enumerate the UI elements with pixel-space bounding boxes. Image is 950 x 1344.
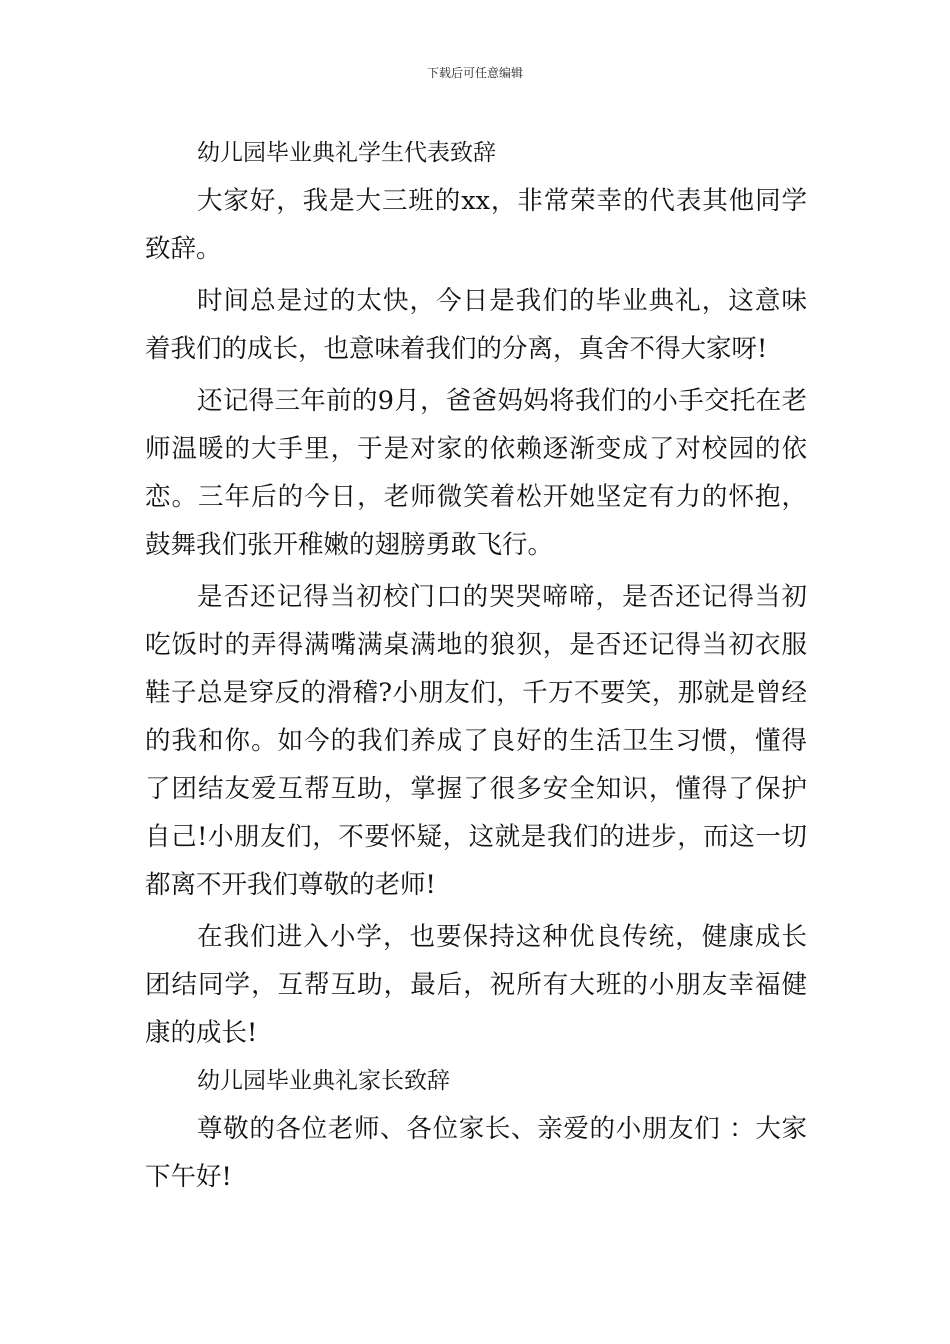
paragraph-time: 时间总是过的太快，今日是我们的毕业典礼，这意味着我们的成长，也意味着我们的分离，真舍不得大家呀! [145,286,807,364]
heading-student-speech: 幼儿园毕业典礼学生代表致辞 [197,140,496,166]
heading-parent-speech: 幼儿园毕业典礼家长致辞 [197,1068,450,1094]
paragraph-parent-greeting: 尊敬的各位老师、各位家长、亲爱的小朋友们 ：大家下午好! [145,1114,807,1192]
paragraph-wishes: 在我们进入小学，也要保持这种优良传统，健康成长团结同学，互帮互助，最后，祝所有大班的小朋友幸福健康的成长! [145,922,807,1048]
document-body [145,129,807,1201]
paragraph-progress: 是否还记得当初校门口的哭哭啼啼，是否还记得当初吃饭时的弄得满嘴满桌满地的狼狈，是否还记得当初衣服鞋子总是穿反的滑稽?小朋友们，千万不要笑，那就是曾经的我和你。如今的我们养成了良好的生活卫生习惯，懂得了团结友爱互帮互助，掌握了很多安全知识，懂得了保护自己!小朋友们，不要怀疑，这就是我们的进步，而这一切都离不开我们尊敬的老师! [145,582,807,900]
paragraph-memory: 还记得三年前的9月，爸爸妈妈将我们的小手交托在老师温暖的大手里，于是对家的依赖逐渐变成了对校园的依恋。三年后的今日，老师微笑着松开她坚定有力的怀抱，鼓舞我们张开稚嫩的翅膀勇敢飞行。 [145,386,807,560]
paragraph-greeting: 大家好，我是大三班的xx，非常荣幸的代表其他同学致辞。 [145,186,807,264]
page-header-note: 下载后可任意编辑 [426,66,523,80]
